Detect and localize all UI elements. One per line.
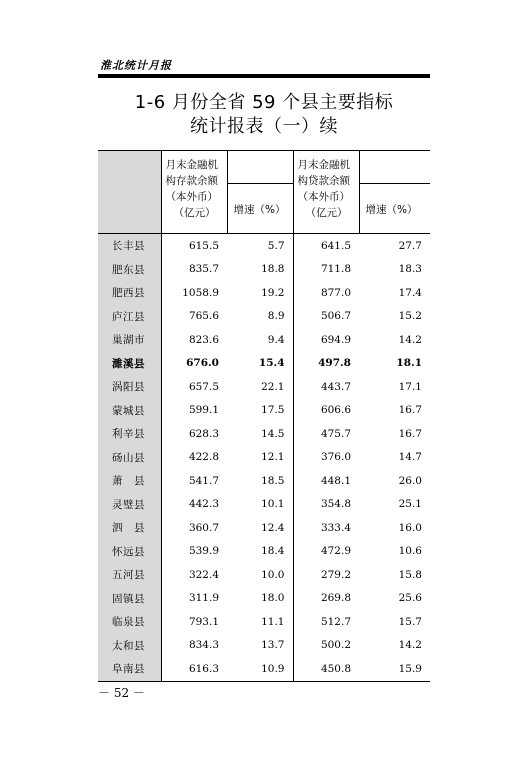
loan-growth-value: 16.0 <box>398 521 422 534</box>
loan-value: 333.4 <box>320 521 351 534</box>
table-row <box>98 352 430 376</box>
county-name: 庐江县 <box>98 305 161 329</box>
loan-value: 506.7 <box>320 310 351 323</box>
deposit-value: 835.7 <box>188 263 219 276</box>
table-row <box>98 469 430 493</box>
loan-growth-value: 27.7 <box>398 239 422 252</box>
table-corner <box>98 151 161 234</box>
county-name: 固镇县 <box>98 587 161 611</box>
header-deposit-balance: 月末金融机 构存款余额 （本外币） （亿元） <box>161 151 227 234</box>
deposit-value: 615.5 <box>188 239 219 252</box>
county-name: 泗 县 <box>98 516 161 540</box>
table-row <box>98 610 430 634</box>
loan-growth-value: 17.4 <box>398 286 422 299</box>
deposit-growth-value: 15.4 <box>227 352 293 376</box>
loan-growth-value: 10.6 <box>398 545 422 558</box>
table-row <box>98 305 430 329</box>
loan-value: 443.7 <box>320 380 351 393</box>
loan-value: 606.6 <box>320 404 351 417</box>
county-name: 阜南县 <box>98 657 161 681</box>
header-spacer-deposit <box>227 151 293 184</box>
table-row <box>98 563 430 587</box>
deposit-growth-value: 18.8 <box>227 258 293 282</box>
table-row <box>98 234 430 258</box>
county-name: 太和县 <box>98 634 161 658</box>
table-row <box>98 540 430 564</box>
loan-growth-value: 15.2 <box>398 310 422 323</box>
loan-growth-value: 18.1 <box>396 357 422 370</box>
county-name: 蒙城县 <box>98 399 161 423</box>
loan-value: 354.8 <box>320 498 351 511</box>
deposit-value: 834.3 <box>188 639 219 652</box>
deposit-value: 628.3 <box>188 427 219 440</box>
deposit-growth-value: 5.7 <box>227 234 293 258</box>
deposit-value: 322.4 <box>188 568 219 581</box>
loan-growth-value: 26.0 <box>398 474 422 487</box>
table-row <box>98 422 430 446</box>
deposit-growth-value: 18.0 <box>227 587 293 611</box>
header-rule <box>98 74 430 78</box>
page-title-line-2: 统计报表（一）续 <box>190 116 338 137</box>
page-title-line-1: 1-6 月份全省 59 个县主要指标 <box>134 92 394 113</box>
county-name: 砀山县 <box>98 446 161 470</box>
header-deposit-growth: 增速（%） <box>227 184 293 234</box>
county-name: 濉溪县 <box>98 352 161 376</box>
deposit-growth-value: 17.5 <box>227 399 293 423</box>
table-row <box>98 446 430 470</box>
loan-growth-value: 14.7 <box>398 451 422 464</box>
loan-growth-value: 18.3 <box>398 263 422 276</box>
deposit-value: 793.1 <box>188 615 219 628</box>
loan-value: 472.9 <box>320 545 351 558</box>
header-loan-balance: 月末金融机 构贷款余额 （本外币） （亿元） <box>293 151 359 234</box>
table-row <box>98 516 430 540</box>
deposit-growth-value: 9.4 <box>227 328 293 352</box>
deposit-value: 422.8 <box>188 451 219 464</box>
loan-value: 711.8 <box>320 263 351 276</box>
deposit-value: 360.7 <box>188 521 219 534</box>
deposit-growth-value: 22.1 <box>227 375 293 399</box>
deposit-growth-value: 14.5 <box>227 422 293 446</box>
county-name: 怀远县 <box>98 540 161 564</box>
loan-value: 448.1 <box>320 474 351 487</box>
deposit-growth-value: 10.0 <box>227 563 293 587</box>
loan-value: 512.7 <box>320 615 351 628</box>
loan-growth-value: 15.7 <box>398 615 422 628</box>
table-row <box>98 493 430 517</box>
table-row <box>98 258 430 282</box>
header-spacer-loan <box>359 151 430 184</box>
loan-value: 269.8 <box>320 592 351 605</box>
deposit-growth-value: 11.1 <box>227 610 293 634</box>
table-row <box>98 399 430 423</box>
loan-value: 376.0 <box>320 451 351 464</box>
county-indicators-table <box>98 150 430 682</box>
county-name: 肥西县 <box>98 281 161 305</box>
loan-value: 694.9 <box>320 333 351 346</box>
county-name: 萧 县 <box>98 469 161 493</box>
deposit-growth-value: 8.9 <box>227 305 293 329</box>
publication-title: 淮北统计月报 <box>100 59 172 72</box>
loan-value: 641.5 <box>320 239 351 252</box>
deposit-value: 541.7 <box>188 474 219 487</box>
loan-growth-value: 25.1 <box>398 498 422 511</box>
county-name: 涡阳县 <box>98 375 161 399</box>
loan-growth-value: 16.7 <box>398 404 422 417</box>
deposit-value: 539.9 <box>188 545 219 558</box>
county-name: 肥东县 <box>98 258 161 282</box>
county-name: 临泉县 <box>98 610 161 634</box>
deposit-value: 311.9 <box>188 592 219 605</box>
loan-growth-value: 14.2 <box>398 639 422 652</box>
deposit-value: 616.3 <box>161 657 227 681</box>
loan-growth-value: 15.9 <box>359 657 430 681</box>
table-row <box>98 657 430 681</box>
deposit-value: 1058.9 <box>182 286 219 299</box>
loan-value: 500.2 <box>320 639 351 652</box>
county-name: 利辛县 <box>98 422 161 446</box>
table-row <box>98 634 430 658</box>
deposit-growth-value: 18.5 <box>227 469 293 493</box>
loan-value: 497.8 <box>318 357 351 370</box>
table-row <box>98 281 430 305</box>
table-row <box>98 328 430 352</box>
deposit-value: 765.6 <box>188 310 219 323</box>
county-name: 长丰县 <box>98 234 161 258</box>
page-number: － 52 － <box>98 686 145 700</box>
deposit-growth-value: 12.4 <box>227 516 293 540</box>
deposit-value: 442.3 <box>188 498 219 511</box>
table-row <box>98 587 430 611</box>
deposit-growth-value: 18.4 <box>227 540 293 564</box>
deposit-value: 657.5 <box>188 380 219 393</box>
county-name: 巢湖市 <box>98 328 161 352</box>
loan-value: 279.2 <box>320 568 351 581</box>
deposit-value: 823.6 <box>188 333 219 346</box>
deposit-growth-value: 19.2 <box>227 281 293 305</box>
county-name: 灵璧县 <box>98 493 161 517</box>
deposit-growth-value: 10.1 <box>227 493 293 517</box>
deposit-value: 676.0 <box>186 357 219 370</box>
loan-growth-value: 16.7 <box>398 427 422 440</box>
loan-growth-value: 15.8 <box>398 568 422 581</box>
loan-growth-value: 14.2 <box>398 333 422 346</box>
deposit-growth-value: 12.1 <box>227 446 293 470</box>
loan-growth-value: 17.1 <box>398 380 422 393</box>
table-row <box>98 375 430 399</box>
deposit-growth-value: 13.7 <box>227 634 293 658</box>
loan-value: 475.7 <box>320 427 351 440</box>
loan-growth-value: 25.6 <box>398 592 422 605</box>
loan-value: 877.0 <box>320 286 351 299</box>
header-loan-growth: 增速（%） <box>359 184 430 234</box>
deposit-value: 599.1 <box>188 404 219 417</box>
loan-value: 450.8 <box>293 657 359 681</box>
deposit-growth-value: 10.9 <box>227 657 293 681</box>
county-name: 五河县 <box>98 563 161 587</box>
